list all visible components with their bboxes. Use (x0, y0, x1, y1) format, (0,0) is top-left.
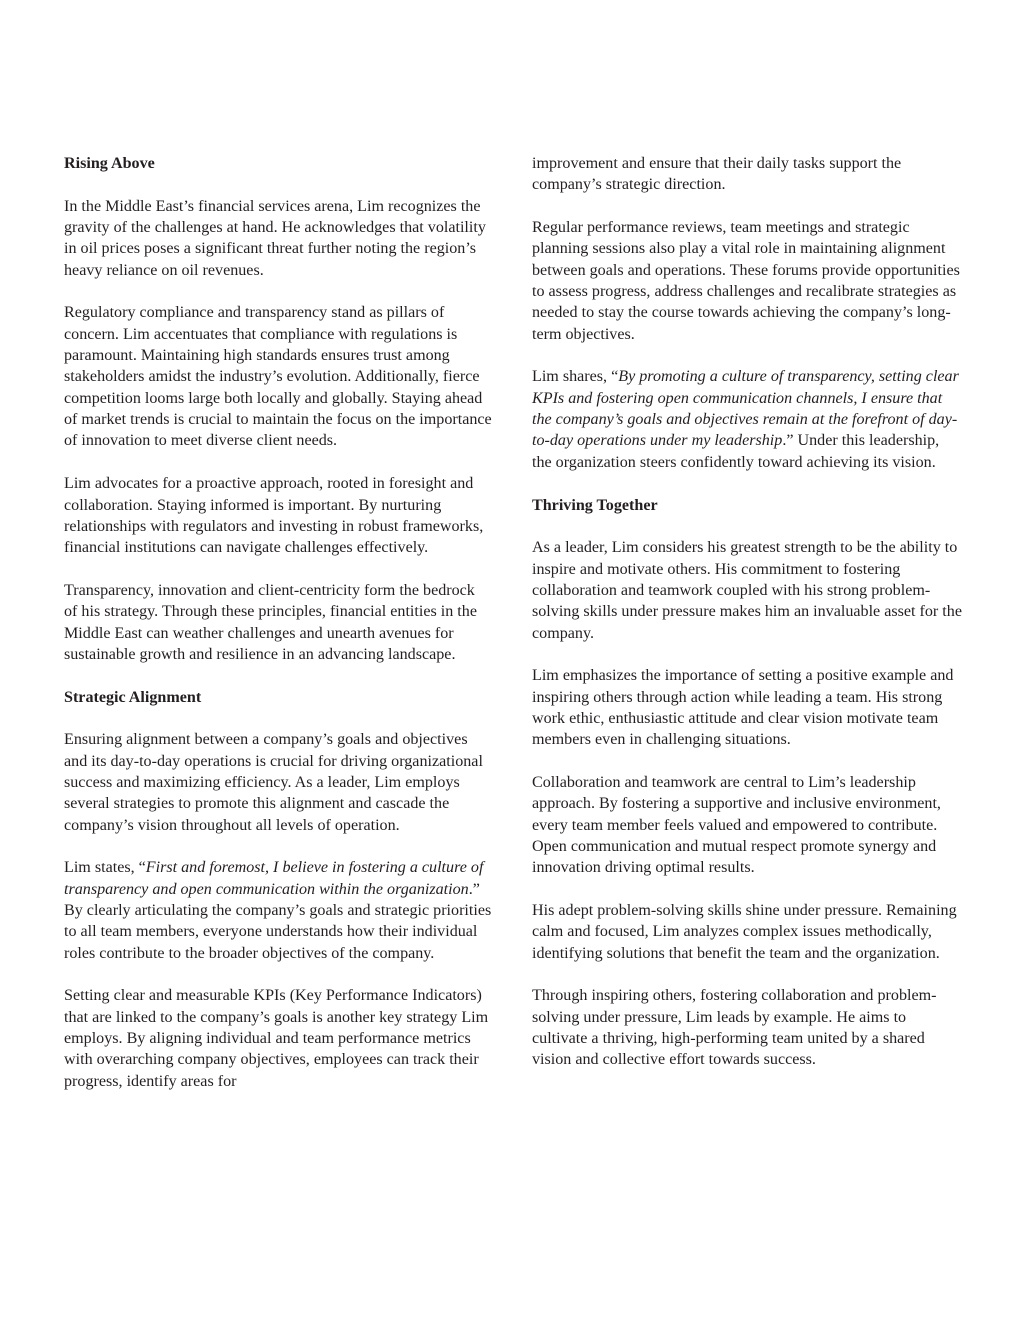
quote-lead-in: Lim states, “ (64, 859, 146, 877)
paragraph: Through inspiring others, fostering collaboration and problem-solving under pressure, Lim leads by example. He aims to cultivate a thriving, high-performing team united by a shared vision and collective effort towards success. (532, 987, 937, 1069)
paragraph: Regular performance reviews, team meetings and strategic planning sessions also play a vital role in maintaining alignment between goals and operations. These forums provide opportunities to assess progress, address challenges and recalibrate strategies as needed to stay the course towards achieving the company’s long-term objectives. (532, 219, 960, 343)
paragraph: Collaboration and teamwork are central to Lim’s leadership approach. By fostering a supportive and inclusive environment, every team member feels valued and empowered to contribute. Open communication and mutual respect promote synergy and innovation driving optimal results. (532, 773, 941, 877)
right-column (532, 153, 962, 1092)
section-heading-thriving-together: Thriving Together (532, 496, 658, 514)
paragraph: Regulatory compliance and transparency stand as pillars of concern. Lim accentuates that compliance with regulations is paramount. Maintaining high standards ensures trust among stakeholders amidst the industry’s evolution. Additionally, fierce competition looms large both locally and globally. Staying ahead of market trends is crucial to maintain the focus on the importance of innovation to meet diverse client needs. (64, 304, 492, 450)
quote-follow-up: .” By clearly articulating the company’s goals and strategic priorities to all team members, everyone understands how their individual roles contribute to the broader objectives of the company. (64, 880, 492, 962)
paragraph: Transparency, innovation and client-centricity form the bedrock of his strategy. Through these principles, financial entities in the Middle East can weather challenges and unearth avenues for sustainable growth and resilience in an advancing landscape. (64, 581, 477, 663)
paragraph: His adept problem-solving skills shine under pressure. Remaining calm and focused, Lim analyzes complex issues methodically, identifying solutions that benefit the team and the organization. (532, 902, 957, 962)
paragraph: Ensuring alignment between a company’s goals and objectives and its day-to-day operations is crucial for driving organizational success and maximizing efficiency. As a leader, Lim employs several strategies to promote this alignment and cascade the company’s vision throughout all levels of operation. (64, 731, 483, 834)
left-column (64, 153, 492, 1113)
paragraph-with-quote (64, 857, 492, 964)
paragraph-with-quote (532, 366, 962, 473)
quote-lead-in: Lim shares, “ (532, 368, 619, 386)
paragraph: improvement and ensure that their daily tasks support the company’s strategic direction. (532, 155, 902, 194)
section-heading-rising-above: Rising Above (64, 155, 155, 172)
paragraph: Setting clear and measurable KPIs (Key Performance Indicators) that are linked to the company’s goals is another key strategy Lim employs. By aligning individual and team performance metrics with overarching company objectives, employees can track their progress, identify areas for (64, 987, 489, 1090)
paragraph: As a leader, Lim considers his greatest strength to be the ability to inspire and motivate others. His commitment to fostering collaboration and teamwork coupled with his strong problem-solving skills under pressure makes him an invaluable asset for the company. (532, 539, 962, 642)
paragraph: In the Middle East’s financial services arena, Lim recognizes the gravity of the challenges at hand. He acknowledges that volatility in oil prices poses a significant threat further noting the region’s heavy reliance on oil revenues. (64, 197, 486, 279)
quote-follow-up: .” Under this leadership, the organization steers confidently toward achieving its vision. (532, 432, 940, 471)
quote-text: First and foremost, I believe in fostering a culture of transparency and open communication within the organization (64, 859, 484, 898)
paragraph: Lim emphasizes the importance of setting a positive example and inspiring others through action while leading a team. His strong work ethic, enthusiastic attitude and clear vision motivate team members even in challenging situations. (532, 667, 954, 749)
section-heading-strategic-alignment: Strategic Alignment (64, 688, 202, 706)
paragraph: Lim advocates for a proactive approach, rooted in foresight and collaboration. Staying informed is important. By nurturing relationships with regulators and investing in robust frameworks, financial institutions can navigate challenges effectively. (64, 475, 484, 557)
quote-text: By promoting a culture of transparency, setting clear KPIs and fostering open communication channels, I ensure that the company’s goals and objectives remain at the forefront of day-to-day operations under my leadership (532, 368, 959, 450)
